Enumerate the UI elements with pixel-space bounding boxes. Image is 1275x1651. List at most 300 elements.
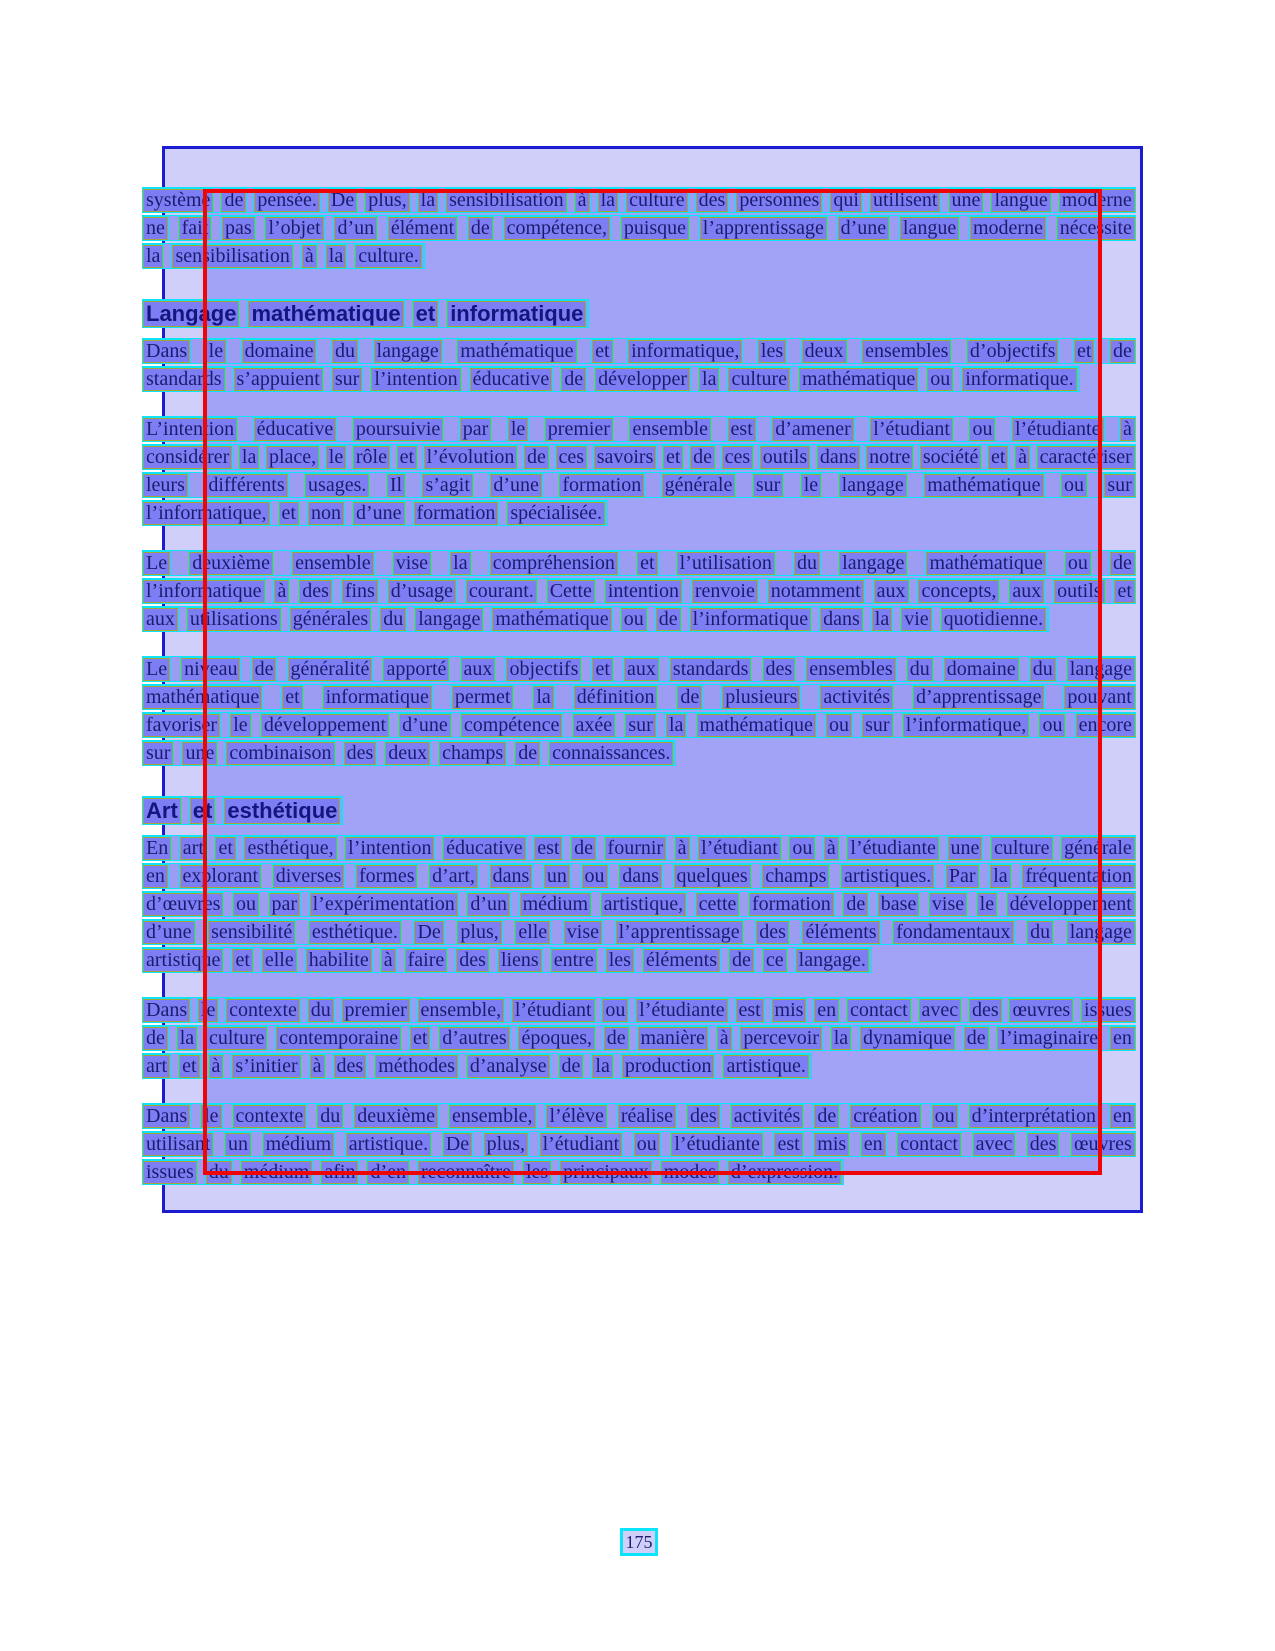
ocr-word-box[interactable]: l’objet [265, 217, 323, 240]
ocr-word-box[interactable]: s’agit [422, 474, 472, 497]
ocr-word-box[interactable]: un [225, 1133, 251, 1156]
ocr-word-box[interactable]: du [907, 658, 933, 681]
ocr-word-box[interactable]: générale [662, 474, 736, 497]
ocr-word-box[interactable]: l’expérimentation [310, 893, 458, 916]
ocr-word-box[interactable]: ou [969, 418, 995, 441]
ocr-word-box[interactable]: développer [595, 368, 690, 391]
ocr-word-box[interactable]: contact [847, 999, 911, 1022]
ocr-word-box[interactable]: langage [374, 340, 442, 363]
ocr-word-box[interactable]: d’une [143, 921, 195, 944]
ocr-word-box[interactable]: l’étudiant [698, 837, 781, 860]
ocr-word-box[interactable]: d’interprétation [969, 1105, 1099, 1128]
ocr-word-box[interactable]: l’informatique, [143, 502, 270, 525]
ocr-word-box[interactable]: mathématique [926, 552, 1045, 575]
ocr-word-box[interactable]: système [143, 189, 213, 212]
ocr-word-box[interactable]: société [920, 446, 982, 469]
ocr-word-box[interactable]: pensée. [254, 189, 319, 212]
ocr-word-box[interactable]: sur [1104, 474, 1134, 497]
ocr-word-box[interactable]: l’informatique [690, 608, 812, 631]
ocr-word-box[interactable]: à [209, 1055, 224, 1078]
ocr-word-box[interactable]: du [332, 340, 358, 363]
ocr-word-box[interactable]: ensembles [806, 658, 895, 681]
ocr-word-box[interactable]: d’amener [772, 418, 854, 441]
ocr-word-box[interactable]: langage [839, 474, 907, 497]
ocr-word-box[interactable]: de [571, 837, 596, 860]
ocr-word-box[interactable]: par [269, 893, 301, 916]
ocr-word-box[interactable]: fins [342, 580, 378, 603]
ocr-word-box[interactable]: art [180, 837, 207, 860]
ocr-word-box[interactable]: les [758, 340, 786, 363]
ocr-word-box[interactable]: langage [1067, 921, 1135, 944]
ocr-word-box[interactable]: ou [621, 608, 647, 631]
ocr-word-box[interactable]: Langage [143, 301, 239, 327]
ocr-word-box[interactable]: dans [817, 446, 860, 469]
ocr-word-box[interactable]: moderne [970, 217, 1046, 240]
ocr-word-box[interactable]: du [380, 608, 406, 631]
ocr-word-box[interactable]: de [252, 658, 277, 681]
ocr-word-box[interactable]: l’étudiante [1012, 418, 1104, 441]
ocr-word-box[interactable]: ou [582, 865, 608, 888]
ocr-word-box[interactable]: en [861, 1133, 886, 1156]
ocr-word-box[interactable]: et [215, 837, 235, 860]
ocr-word-box[interactable]: mis [814, 1133, 849, 1156]
ocr-word-box[interactable]: vie [901, 608, 931, 631]
selection-rectangle[interactable] [203, 189, 1102, 1175]
ocr-word-box[interactable]: et [190, 798, 216, 824]
ocr-word-box[interactable]: artistiques. [841, 865, 934, 888]
ocr-word-box[interactable]: axée [573, 714, 616, 737]
ocr-word-box[interactable]: diverses [273, 865, 345, 888]
ocr-word-box[interactable]: éducative [254, 418, 337, 441]
ocr-word-box[interactable]: issues [1081, 999, 1135, 1022]
ocr-word-box[interactable]: de [221, 189, 246, 212]
ocr-word-box[interactable]: d’autres [439, 1027, 509, 1050]
ocr-word-box[interactable]: d’œuvres [143, 893, 223, 916]
ocr-word-box[interactable]: usages. [305, 474, 369, 497]
ocr-word-box[interactable]: personnes [736, 189, 822, 212]
ocr-word-box[interactable]: activités [731, 1105, 804, 1128]
ocr-word-box[interactable]: est [728, 418, 756, 441]
ocr-word-box[interactable]: connaissances. [549, 742, 673, 765]
ocr-word-box[interactable]: à [274, 580, 289, 603]
ocr-word-box[interactable]: culture [206, 1027, 268, 1050]
ocr-word-box[interactable]: quotidienne. [941, 608, 1046, 631]
ocr-word-box[interactable]: à [575, 189, 590, 212]
ocr-word-box[interactable]: œuvres [1009, 999, 1073, 1022]
ocr-word-box[interactable]: du [308, 999, 334, 1022]
ocr-word-box[interactable]: éducative [443, 837, 526, 860]
ocr-word-box[interactable]: considérer [143, 446, 232, 469]
ocr-word-box[interactable]: Dans [143, 340, 190, 363]
ocr-word-box[interactable]: ensemble [629, 418, 711, 441]
ocr-word-box[interactable]: le [508, 418, 528, 441]
ocr-word-box[interactable]: et [988, 446, 1008, 469]
ocr-word-box[interactable]: ou [826, 714, 852, 737]
ocr-word-box[interactable]: en [814, 999, 839, 1022]
ocr-word-box[interactable]: activités [820, 686, 893, 709]
ocr-word-box[interactable]: l’informatique [143, 580, 265, 603]
ocr-word-box[interactable]: dans [820, 608, 863, 631]
ocr-word-box[interactable]: du [1030, 658, 1056, 681]
ocr-word-box[interactable]: sur [753, 474, 783, 497]
ocr-word-box[interactable]: ou [927, 368, 953, 391]
ocr-word-box[interactable]: de [729, 949, 754, 972]
ocr-word-box[interactable]: développement [1007, 893, 1135, 916]
ocr-word-box[interactable]: favoriser [143, 714, 220, 737]
ocr-word-box[interactable]: notamment [768, 580, 864, 603]
ocr-word-box[interactable]: informatique [323, 686, 432, 709]
ocr-word-box[interactable]: la [872, 608, 892, 631]
ocr-word-box[interactable]: Art [143, 798, 181, 824]
ocr-word-box[interactable]: et [1074, 340, 1094, 363]
ocr-word-box[interactable]: des [456, 949, 489, 972]
ocr-word-box[interactable]: l’imaginaire [997, 1027, 1101, 1050]
ocr-word-box[interactable]: entre [551, 949, 597, 972]
ocr-word-box[interactable]: de [515, 742, 540, 765]
ocr-word-box[interactable]: fournir [605, 837, 667, 860]
ocr-word-box[interactable]: domaine [944, 658, 1019, 681]
ocr-word-box[interactable]: d’une [399, 714, 451, 737]
ocr-word-box[interactable]: fondamentaux [893, 921, 1013, 944]
ocr-word-box[interactable]: et [637, 552, 657, 575]
ocr-word-box[interactable]: l’informatique, [903, 714, 1030, 737]
ocr-word-box[interactable]: plusieurs [722, 686, 800, 709]
ocr-word-box[interactable]: ou [1065, 552, 1091, 575]
ocr-word-box[interactable]: l’étudiant [540, 1133, 623, 1156]
ocr-word-box[interactable]: de [143, 1027, 168, 1050]
ocr-word-box[interactable]: de [690, 446, 715, 469]
ocr-word-box[interactable]: sur [143, 742, 173, 765]
ocr-word-box[interactable]: la [533, 686, 553, 709]
ocr-word-box[interactable]: d’expression. [728, 1161, 841, 1184]
ocr-word-box[interactable]: et [413, 301, 439, 327]
ocr-word-box[interactable]: place, [266, 446, 319, 469]
ocr-word-box[interactable]: reconnaître [418, 1161, 514, 1184]
ocr-word-box[interactable]: culture. [355, 245, 422, 268]
ocr-word-box[interactable]: définition [574, 686, 658, 709]
ocr-word-box[interactable]: mathématique [799, 368, 918, 391]
ocr-word-box[interactable]: encore [1076, 714, 1135, 737]
ocr-word-box[interactable]: en [143, 865, 168, 888]
ocr-word-box[interactable]: médium [263, 1133, 335, 1156]
ocr-word-box[interactable]: moderne [1059, 189, 1135, 212]
ocr-word-box[interactable]: champs [762, 865, 829, 888]
ocr-word-box[interactable]: plus, [484, 1133, 528, 1156]
ocr-word-box[interactable]: d’une [353, 502, 405, 525]
ocr-word-box[interactable]: sensibilité [208, 921, 295, 944]
ocr-word-box[interactable]: concepts, [918, 580, 999, 603]
ocr-word-box[interactable]: de [843, 893, 868, 916]
ocr-word-box[interactable]: en [1110, 1105, 1135, 1128]
ocr-word-box[interactable]: formation [559, 474, 644, 497]
ocr-word-box[interactable]: compréhension [490, 552, 618, 575]
ocr-word-box[interactable]: Dans [143, 1105, 190, 1128]
ocr-word-box[interactable]: la [143, 245, 163, 268]
ocr-word-box[interactable]: des [1027, 1133, 1060, 1156]
ocr-word-box[interactable]: œuvres [1071, 1133, 1135, 1156]
ocr-word-box[interactable]: d’un [467, 893, 510, 916]
ocr-word-box[interactable]: réalise [618, 1105, 676, 1128]
ocr-word-box[interactable]: développement [261, 714, 389, 737]
ocr-word-box[interactable]: ensemble, [449, 1105, 536, 1128]
ocr-word-box[interactable]: des [763, 658, 796, 681]
ocr-word-box[interactable]: par [460, 418, 492, 441]
ocr-word-box[interactable]: de [964, 1027, 989, 1050]
ocr-word-box[interactable]: leurs [143, 474, 188, 497]
ocr-word-box[interactable]: formation [414, 502, 499, 525]
ocr-word-box[interactable]: le [230, 714, 250, 737]
ocr-word-box[interactable]: informatique, [628, 340, 742, 363]
ocr-word-box[interactable]: pas [222, 217, 255, 240]
ocr-word-box[interactable]: dans [619, 865, 662, 888]
ocr-word-box[interactable]: liens [498, 949, 542, 972]
ocr-word-box[interactable]: et [232, 949, 252, 972]
ocr-word-box[interactable]: l’évolution [424, 446, 518, 469]
ocr-word-box[interactable]: elle [515, 921, 550, 944]
ocr-word-box[interactable]: l’utilisation [677, 552, 775, 575]
ocr-word-box[interactable]: intention [605, 580, 682, 603]
ocr-word-box[interactable]: De [414, 921, 443, 944]
ocr-word-box[interactable]: utilisant [143, 1133, 213, 1156]
ocr-word-box[interactable]: langage [839, 552, 907, 575]
ocr-word-box[interactable]: Dans [143, 999, 190, 1022]
ocr-word-box[interactable]: langage [1067, 658, 1135, 681]
ocr-word-box[interactable]: langue [991, 189, 1050, 212]
ocr-word-box[interactable]: De [328, 189, 357, 212]
ocr-word-box[interactable]: ou [634, 1133, 660, 1156]
ocr-word-box[interactable]: la [326, 245, 346, 268]
ocr-word-box[interactable]: compétence [461, 714, 563, 737]
ocr-word-box[interactable]: la [598, 189, 618, 212]
ocr-word-box[interactable]: habilite [306, 949, 372, 972]
ocr-word-box[interactable]: Par [946, 865, 979, 888]
ocr-word-box[interactable]: courant. [466, 580, 537, 603]
ocr-word-box[interactable]: éducative [470, 368, 553, 391]
ocr-word-box[interactable]: l’étudiante [671, 1133, 763, 1156]
ocr-word-box[interactable]: le [801, 474, 821, 497]
ocr-word-box[interactable]: dans [490, 865, 533, 888]
ocr-word-box[interactable]: artistique. [346, 1133, 431, 1156]
ocr-word-box[interactable]: contexte [226, 999, 300, 1022]
ocr-word-box[interactable]: des [756, 921, 789, 944]
ocr-word-box[interactable]: en [1110, 1027, 1135, 1050]
ocr-word-box[interactable]: fréquentation [1022, 865, 1135, 888]
ocr-word-box[interactable]: à [824, 837, 839, 860]
ocr-word-box[interactable]: de [814, 1105, 839, 1128]
ocr-word-box[interactable]: contact [897, 1133, 961, 1156]
ocr-word-box[interactable]: compétence, [504, 217, 611, 240]
ocr-word-box[interactable]: culture [626, 189, 688, 212]
ocr-word-box[interactable]: l’élève [546, 1105, 606, 1128]
ocr-word-box[interactable]: la [418, 189, 438, 212]
ocr-word-box[interactable]: l’intention [371, 368, 460, 391]
ocr-word-box[interactable]: et [663, 446, 683, 469]
ocr-word-box[interactable]: artistique. [723, 1055, 808, 1078]
ocr-word-box[interactable]: d’objectifs [967, 340, 1059, 363]
ocr-word-box[interactable]: et [282, 686, 302, 709]
ocr-word-box[interactable]: du [206, 1161, 232, 1184]
ocr-word-box[interactable]: médium [241, 1161, 313, 1184]
ocr-word-box[interactable]: ou [932, 1105, 958, 1128]
page-number-box[interactable] [620, 1528, 658, 1556]
ocr-word-box[interactable]: contemporaine [276, 1027, 401, 1050]
ocr-word-box[interactable]: et [410, 1027, 430, 1050]
ocr-word-box[interactable]: outils [760, 446, 810, 469]
ocr-word-box[interactable]: renvoie [692, 580, 758, 603]
ocr-word-box[interactable]: outils [1054, 580, 1104, 603]
ocr-word-box[interactable]: mathématique [697, 714, 816, 737]
ocr-word-box[interactable]: d’un [334, 217, 377, 240]
ocr-word-box[interactable]: mis [772, 999, 807, 1022]
ocr-word-box[interactable]: langage [415, 608, 483, 631]
ocr-word-box[interactable]: caractériser [1037, 446, 1135, 469]
ocr-word-box[interactable]: dynamique [860, 1027, 955, 1050]
ocr-word-box[interactable]: nécessite [1057, 217, 1135, 240]
ocr-word-box[interactable]: éléments [643, 949, 720, 972]
ocr-word-box[interactable]: plus, [365, 189, 409, 212]
ocr-word-box[interactable]: mathématique [457, 340, 576, 363]
ocr-word-box[interactable]: à [302, 245, 317, 268]
ocr-word-box[interactable]: elle [262, 949, 297, 972]
ocr-word-box[interactable]: avec [919, 999, 962, 1022]
ocr-word-box[interactable]: la [177, 1027, 197, 1050]
ocr-word-box[interactable]: des [969, 999, 1002, 1022]
ocr-word-box[interactable]: cette [696, 893, 740, 916]
ocr-word-box[interactable]: premier [342, 999, 410, 1022]
ocr-word-box[interactable]: rôle [353, 446, 390, 469]
ocr-word-box[interactable]: et [179, 1055, 199, 1078]
ocr-word-box[interactable]: niveau [181, 658, 240, 681]
ocr-word-box[interactable]: à [675, 837, 690, 860]
ocr-word-box[interactable]: spécialisée. [507, 502, 605, 525]
ocr-word-box[interactable]: une [948, 837, 983, 860]
ocr-word-box[interactable]: du [1027, 921, 1053, 944]
ocr-word-box[interactable]: deuxième [189, 552, 273, 575]
ocr-word-box[interactable]: et [279, 502, 299, 525]
ocr-word-box[interactable]: d’en [367, 1161, 409, 1184]
ocr-word-box[interactable]: et [592, 340, 612, 363]
ocr-word-box[interactable]: de [559, 1055, 584, 1078]
ocr-word-box[interactable]: esthétique, [244, 837, 336, 860]
ocr-word-box[interactable]: ces [556, 446, 588, 469]
ocr-word-box[interactable]: médium [520, 893, 592, 916]
ocr-word-box[interactable]: ensemble [292, 552, 374, 575]
ocr-word-box[interactable]: de [604, 1027, 629, 1050]
ocr-word-box[interactable]: notre [866, 446, 913, 469]
ocr-word-box[interactable]: des [696, 189, 729, 212]
ocr-word-box[interactable]: combinaison [226, 742, 334, 765]
ocr-word-box[interactable]: vise [393, 552, 431, 575]
ocr-word-box[interactable]: à [1015, 446, 1030, 469]
ocr-word-box[interactable]: ces [722, 446, 754, 469]
ocr-word-box[interactable]: sur [862, 714, 892, 737]
ocr-word-box[interactable]: mathématique [143, 686, 262, 709]
ocr-word-box[interactable]: sur [332, 368, 362, 391]
ocr-word-box[interactable]: base [878, 893, 920, 916]
ocr-word-box[interactable]: artistique, [601, 893, 686, 916]
ocr-word-box[interactable]: ce [763, 949, 787, 972]
ocr-word-box[interactable]: à [717, 1027, 732, 1050]
ocr-word-box[interactable]: percevoir [740, 1027, 822, 1050]
ocr-word-box[interactable]: qui [830, 189, 862, 212]
ocr-word-box[interactable]: pouvant [1064, 686, 1134, 709]
ocr-word-box[interactable]: mathématique [248, 301, 403, 327]
ocr-word-box[interactable]: aux [874, 580, 909, 603]
ocr-word-box[interactable]: le [198, 999, 218, 1022]
ocr-word-box[interactable]: les [523, 1161, 551, 1184]
ocr-word-box[interactable]: quelques [674, 865, 751, 888]
ocr-word-box[interactable]: création [850, 1105, 920, 1128]
ocr-word-box[interactable]: contexte [233, 1105, 307, 1128]
ocr-word-box[interactable]: l’étudiant [870, 418, 953, 441]
ocr-word-box[interactable]: le [201, 1105, 221, 1128]
ocr-word-box[interactable]: Le [143, 552, 170, 575]
ocr-word-box[interactable]: fait [179, 217, 212, 240]
ocr-word-box[interactable]: informatique. [962, 368, 1076, 391]
ocr-word-box[interactable]: des [299, 580, 332, 603]
ocr-word-box[interactable]: générale [1061, 837, 1135, 860]
ocr-word-box[interactable]: la [592, 1055, 612, 1078]
ocr-word-box[interactable]: et [1114, 580, 1134, 603]
ocr-word-box[interactable]: Cette [547, 580, 595, 603]
ocr-word-box[interactable]: aux [624, 658, 659, 681]
ocr-word-box[interactable]: permet [452, 686, 514, 709]
ocr-word-box[interactable]: d’une [838, 217, 890, 240]
ocr-word-box[interactable]: faire [405, 949, 448, 972]
ocr-word-box[interactable]: poursuivie [353, 418, 443, 441]
ocr-word-box[interactable]: explorant [180, 865, 262, 888]
ocr-word-box[interactable]: l’étudiant [512, 999, 595, 1022]
ocr-word-box[interactable]: la [831, 1027, 851, 1050]
ocr-word-box[interactable]: aux [461, 658, 496, 681]
ocr-word-box[interactable]: des [334, 1055, 367, 1078]
ocr-word-box[interactable]: de [1110, 340, 1135, 363]
ocr-word-box[interactable]: ou [233, 893, 259, 916]
ocr-word-box[interactable]: des [344, 742, 377, 765]
ocr-word-box[interactable]: langue [900, 217, 959, 240]
ocr-word-box[interactable]: une [182, 742, 217, 765]
ocr-word-box[interactable]: de [524, 446, 549, 469]
ocr-word-box[interactable]: sensibilisation [446, 189, 566, 212]
ocr-word-box[interactable]: le [326, 446, 346, 469]
ocr-word-box[interactable]: ne [143, 217, 168, 240]
ocr-word-box[interactable]: ou [602, 999, 628, 1022]
ocr-word-box[interactable]: générales [290, 608, 372, 631]
ocr-word-box[interactable]: Le [143, 658, 170, 681]
ocr-word-box[interactable]: premier [545, 418, 613, 441]
ocr-word-box[interactable]: afin [321, 1161, 358, 1184]
ocr-word-box[interactable]: époques, [518, 1027, 595, 1050]
ocr-word-box[interactable]: manière [638, 1027, 708, 1050]
ocr-word-box[interactable]: objectifs [506, 658, 581, 681]
ocr-word-box[interactable]: plus, [457, 921, 501, 944]
ocr-word-box[interactable]: vise [929, 893, 967, 916]
ocr-word-box[interactable]: du [317, 1105, 343, 1128]
ocr-word-box[interactable]: de [561, 368, 586, 391]
ocr-word-box[interactable]: avec [973, 1133, 1016, 1156]
ocr-word-box[interactable]: s’initier [232, 1055, 300, 1078]
ocr-word-box[interactable]: De [443, 1133, 472, 1156]
ocr-word-box[interactable]: est [534, 837, 562, 860]
ocr-word-box[interactable]: formation [749, 893, 834, 916]
ocr-word-box[interactable]: à [1120, 418, 1135, 441]
ocr-word-box[interactable]: éléments [802, 921, 879, 944]
ocr-word-box[interactable]: de [677, 686, 702, 709]
ocr-word-box[interactable]: la [699, 368, 719, 391]
ocr-word-box[interactable]: langage. [796, 949, 869, 972]
ocr-word-box[interactable]: de [1110, 552, 1135, 575]
ocr-word-box[interactable]: d’usage [388, 580, 456, 603]
